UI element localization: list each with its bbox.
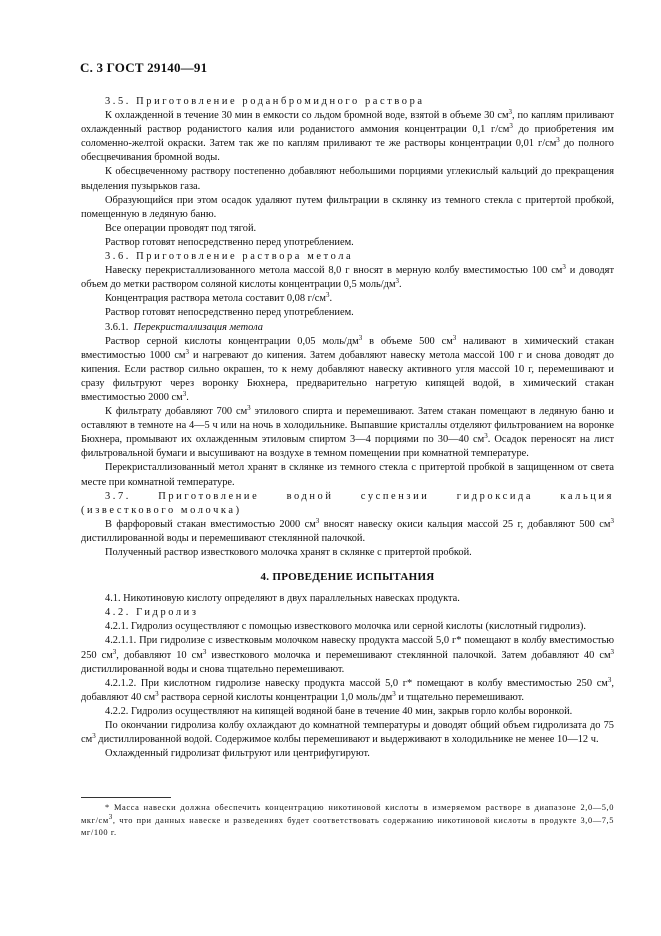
section-3-7-paragraph-2: Полученный раствор известкового молочка хранят в склянке с притертой пробкой. — [105, 547, 472, 558]
section-3-5-paragraph-5: Раствор готовят непосредственно перед употреблением. — [105, 236, 354, 248]
footnote: * Масса навески должна обеспечить концентрацию никотиновой кислоты в измеряемом растворе в диапазоне 2,0—5,0 мкг/$см^3$, что при данных навеске и разведениях будет соответствовать содержанию никотиновой кислоты в продукте 3,0—7,5 мг/100 г. — [81, 803, 614, 837]
section-3-5-paragraph-1: К охлажденной в течение 30 мин в емкости со льдом бромной воде, взятой в объеме 30 $см^3$, по каплям приливают охлажденный раствор роданистого калия или роданистого аммония концентрации 0,1 $г/см^3$ до приобретения им соломенно-желтой окраски. Затем так же по каплям приливают те же растворы концентрации 0,01 $г/см^3$ до полного обесцвечивания бромной воды. — [81, 108, 614, 164]
section-3-5-paragraph-3: Образующийся при этом осадок удаляют путем фильтрации в склянку из темного стекла с притертой пробкой, помещенную в ледяную баню. — [81, 194, 614, 220]
section-3-6-1-heading: 3.6.1. Перекристаллизация метола — [105, 321, 263, 333]
section-3-7-heading: 3.7. Приготовление водной суспензии гидроксида кальция — [105, 490, 614, 502]
section-3-6-paragraph-2: Концентрация раствора метола составит 0,08 $г/см^3$. — [105, 291, 333, 305]
section-3-7-heading-continued: (известкового молочка) — [81, 504, 242, 516]
section-3-6-heading: 3.6. Приготовление раствора метола — [105, 251, 354, 263]
section-4-paragraph-cooling: По окончании гидролиза колбу охлаждают до комнатной температуры и доводят общий объем гидролизата до 75 $см^3$ дистиллированной водой. Содержимое колбы перемешивают и выдерживают в холодильнике не менее 10—12 ч. — [81, 720, 614, 746]
section-4-2-1-1: 4.2.1.1. При гидролизе с известковым молочком навеску продукта массой 5,0 г* помещают в колбу вместимостью 250 $см^3$, добавляют 10 $см^3$ известкового молочка и перемешивают стеклянной палочкой. Затем добавляют 40 $см^3$ дистиллированной воды и снова тщательно перемешивают. — [81, 635, 615, 675]
section-4-paragraph-filter: Охлажденный гидролизат фильтруют или центрифугируют. — [105, 748, 370, 760]
section-3-6-1-paragraph-3: Перекристаллизованный метол хранят в склянке из темного стекла с притертой пробкой в защищенном от света месте при комнатной температуре. — [81, 462, 614, 488]
section-3-7-paragraph-1: В фарфоровый стакан вместимостью 2000 $см^3$ вносят навеску окиси кальция массой 25 г, добавляют 500 $см^3$ дистиллированной воды и перемешивают стеклянной палочкой. — [81, 516, 614, 544]
section-4-2-heading: 4.2. Гидролиз — [105, 607, 199, 619]
section-4-2-1-2: 4.2.1.2. При кислотном гидролизе навеску продукта массой 5,0 г* помещают в колбу вместимостью 250 $см^3$, добавляют 40 $см^3$ раствора серной кислоты концентрации 1,0 моль/$дм^3$ и тщательно перемешивают. — [81, 675, 614, 703]
page-header: С. 3 ГОСТ 29140—91 — [80, 60, 208, 75]
section-3-6-paragraph-3: Раствор готовят непосредственно перед употреблением. — [105, 307, 354, 319]
footnote-divider — [81, 797, 171, 798]
section-3-6-1-paragraph-2: К фильтрату добавляют 700 $см^3$ этилового спирта и перемешивают. Затем стакан помещают в ледяную баню и оставляют в темноте на 4—5 ч или на ночь в холодильнике. Выпавшие кристаллы отделяют фильтрованием на воронке Бюхнера, промывают их охлажденным этиловым спиртом 3—4 порциями по 30—40 $см^3$. Осадок переносят на лист фильтровальной бумаги и высушивают на воздухе в темном помещении при комнатной температуре. — [81, 404, 614, 460]
section-3-6-paragraph-1: Навеску перекристаллизованного метола массой 8,0 г вносят в мерную колбу вместимостью 100 $см^3$ и доводят объем до метки раствором соляной кислоты концентрации 0,5 моль/$дм^3$. — [81, 263, 614, 291]
section-4-1: 4.1. Никотиновую кислоту определяют в двух параллельных навесках продукта. — [105, 593, 460, 605]
section-4-2-2: 4.2.2. Гидролиз осуществляют на кипящей водяной бане в течение 40 мин, закрыв горло колбы воронкой. — [105, 705, 573, 717]
section-3-5-heading: 3.5. Приготовление роданбромидного раствора — [105, 96, 425, 107]
section-3-5-paragraph-2: К обесцвеченному раствору постепенно добавляют небольшими порциями углекислый кальций до прекращения выделения пузырьков газа. — [81, 166, 614, 192]
body-text — [81, 95, 614, 761]
section-3-5-paragraph-4: Все операции проводят под тягой. — [105, 222, 257, 234]
section-4-2-1: 4.2.1. Гидролиз осуществляют с помощью известкового молочка или серной кислоты (кислотный гидролиз). — [105, 621, 586, 633]
section-3-6-1-paragraph-1: Раствор серной кислоты концентрации 0,05 моль/$дм^3$ в объеме 500 $см^3$ наливают в химический стакан вместимостью 1000 $см^3$ и нагревают до кипения. Затем добавляют навеску метола массой 100 г и снова доводят до кипения. Если раствор сильно окрашен, то к нему добавляют навеску активного угля массой 10 г, перемешивают и сразу фильтруют через воронку Бюхнера, предварительно нагретую кипящей водой, в химический стакан вместимостью 2000 $см^3$. — [81, 333, 615, 403]
section-4-title: 4. ПРОВЕДЕНИЕ ИСПЫТАНИЯ — [260, 571, 435, 584]
